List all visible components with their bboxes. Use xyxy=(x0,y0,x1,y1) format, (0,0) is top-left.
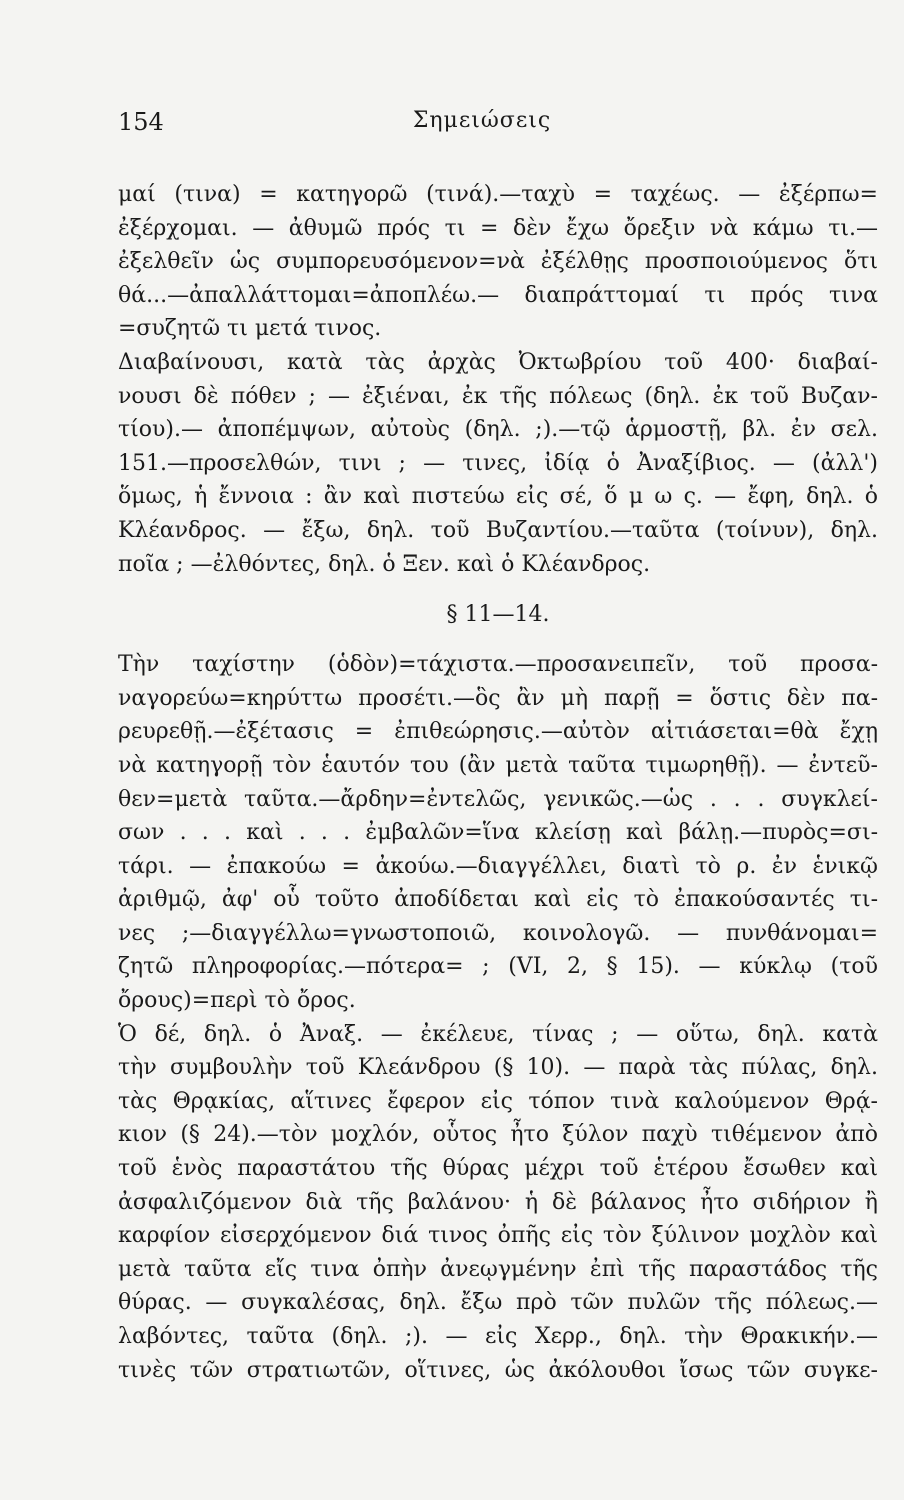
text-line: ὅμως, ἡ ἔννοια : ἂν καὶ πιστεύω εἰς σέ, ὅ μ ω ς. — ἔφη, δηλ. ὁ xyxy=(118,484,878,510)
text-line: ναγορεύω=κηρύττω προσέτι.—ὃς ἂν μὴ παρῇ = ὅστις δὲν πα- xyxy=(118,685,878,711)
paragraph-1 xyxy=(118,178,878,346)
text-line: σων . . . καὶ . . . ἐμβαλῶν=ἵνα κλείσῃ καὶ βάλῃ.—πυρὸς=σι- xyxy=(118,820,878,846)
text-line: ὄρους)=περὶ τὸ ὄρος. xyxy=(118,988,356,1014)
text-line: μετὰ ταῦτα εἴς τινα ὀπὴν ἀνεῳγμένην ἐπὶ τῆς παραστάδος τῆς xyxy=(118,1256,878,1282)
paragraph-2 xyxy=(118,346,878,581)
text-line: λαβόντες, ταῦτα (δηλ. ;). — εἰς Χερρ., δηλ. τὴν Θρακικήν.— xyxy=(118,1324,878,1349)
page-number: 154 xyxy=(118,108,164,136)
text-line: τὰς Θρᾳκίας, αἵτινες ἔφερον εἰς τόπον τινὰ καλούμενον Θρᾴ- xyxy=(118,1088,878,1114)
text-line: καρφίον εἰσερχόμενον διά τινος ὀπῆς εἰς τὸν ξύλινον μοχλὸν καὶ xyxy=(118,1223,878,1249)
text-line: νες ;—διαγγέλλω=γνωστοποιῶ, κοινολογῶ. — πυνθάνομαι= xyxy=(118,920,878,946)
text-line: θύρας. — συγκαλέσας, δηλ. ἔξω πρὸ τῶν πυλῶν τῆς πόλεως.— xyxy=(118,1290,878,1316)
section-heading: § 11—14. xyxy=(446,602,550,628)
text-line: μαί (τινα) = κατηγορῶ (τινά).—ταχὺ = ταχέως. — ἐξέρπω= xyxy=(118,182,878,207)
text-line: τινὲς τῶν στρατιωτῶν, οἵτινες, ὡς ἀκόλουθοι ἴσως τῶν συγκε- xyxy=(118,1357,878,1383)
text-line: κιον (§ 24).—τὸν μοχλόν, οὗτος ἦτο ξύλον παχὺ τιθέμενον ἀπὸ xyxy=(118,1122,878,1148)
text-line: Κλέανδρος. — ἔξω, δηλ. τοῦ Βυζαντίου.—ταῦτα (τοίνυν), δηλ. xyxy=(118,517,878,543)
text-line: θά...—ἀπαλλάττομαι=ἀποπλέω.— διαπράττομαί τι πρός τινα xyxy=(118,282,878,308)
text-line: ἀσφαλιζόμενον διὰ τῆς βαλάνου· ἡ δὲ βάλανος ἦτο σιδήριον ἢ xyxy=(118,1189,878,1215)
text-line: ζητῶ πληροφορίας.—πότερα= ; (VI, 2, § 15). — κύκλῳ (τοῦ xyxy=(118,954,878,980)
text-line: τοῦ ἑνὸς παραστάτου τῆς θύρας μέχρι τοῦ ἑτέρου ἔσωθεν καὶ xyxy=(118,1156,878,1182)
text-line: νουσι δὲ πόθεν ; — ἐξιέναι, ἐκ τῆς πόλεως (δηλ. ἐκ τοῦ Βυζαν- xyxy=(118,383,878,409)
text-line: τὴν συμβουλὴν τοῦ Κλεάνδρου (§ 10). — παρὰ τὰς πύλας, δηλ. xyxy=(118,1055,878,1081)
text-line: 151.—προσελθών, τινι ; — τινες, ἰδίᾳ ὁ Ἀναξίβιος. — (ἀλλ') xyxy=(118,450,878,476)
running-title: Σημειώσεις xyxy=(412,108,552,133)
text-line: Διαβαίνουσι, κατὰ τὰς ἀρχὰς Ὀκτωβρίου τοῦ 400· διαβαί- xyxy=(118,349,878,375)
text-line: Ὁ δέ, δηλ. ὁ Ἀναξ. — ἐκέλευε, τίνας ; — οὕτω, δηλ. κατὰ xyxy=(118,1021,878,1047)
paragraph-3 xyxy=(118,648,878,1018)
text-line: ρευρεθῇ.—ἐξέτασις = ἐπιθεώρησις.—αὐτὸν αἰτιάσεται=θὰ ἔχῃ xyxy=(118,719,878,745)
text-line: ἀριθμῷ, ἀφ' οὗ τοῦτο ἀποδίδεται καὶ εἰς τὸ ἐπακούσαντές τι- xyxy=(118,887,878,913)
text-line: νὰ κατηγορῇ τὸν ἑαυτόν του (ἂν μετὰ ταῦτα τιμωρηθῇ). — ἐντεῦ- xyxy=(118,752,878,778)
text-line: ἐξέρχομαι. — ἀθυμῶ πρός τι = δὲν ἔχω ὄρεξιν νὰ κάμω τι.— xyxy=(118,215,878,241)
text-line: ἐξελθεῖν ὡς συμπορευσόμενον=νὰ ἐξέλθῃς προσποιούμενος ὅτι xyxy=(118,249,878,275)
text-line: =συζητῶ τι μετά τινος. xyxy=(118,316,382,342)
page-header xyxy=(118,108,846,144)
commentary-text xyxy=(118,178,878,1387)
text-line: Τὴν ταχίστην (ὁδὸν)=τάχιστα.—προσανειπεῖν, τοῦ προσα- xyxy=(118,652,878,678)
text-line: ποῖα ; —ἐλθόντες, δηλ. ὁ Ξεν. καὶ ὁ Κλέανδρος. xyxy=(118,551,651,577)
text-line: τάρι. — ἐπακούω = ἀκούω.—διαγγέλλει, διατὶ τὸ ρ. ἐν ἑνικῷ xyxy=(118,853,878,879)
paragraph-4 xyxy=(118,1018,878,1388)
text-line: τίου).— ἀποπέμψων, αὐτοὺς (δηλ. ;).—τῷ ἁρμοστῇ, βλ. ἐν σελ. xyxy=(118,417,878,443)
text-line: θεν=μετὰ ταῦτα.—ἄρδην=ἐντελῶς, γενικῶς.—ὡς . . . συγκλεί- xyxy=(118,786,878,812)
